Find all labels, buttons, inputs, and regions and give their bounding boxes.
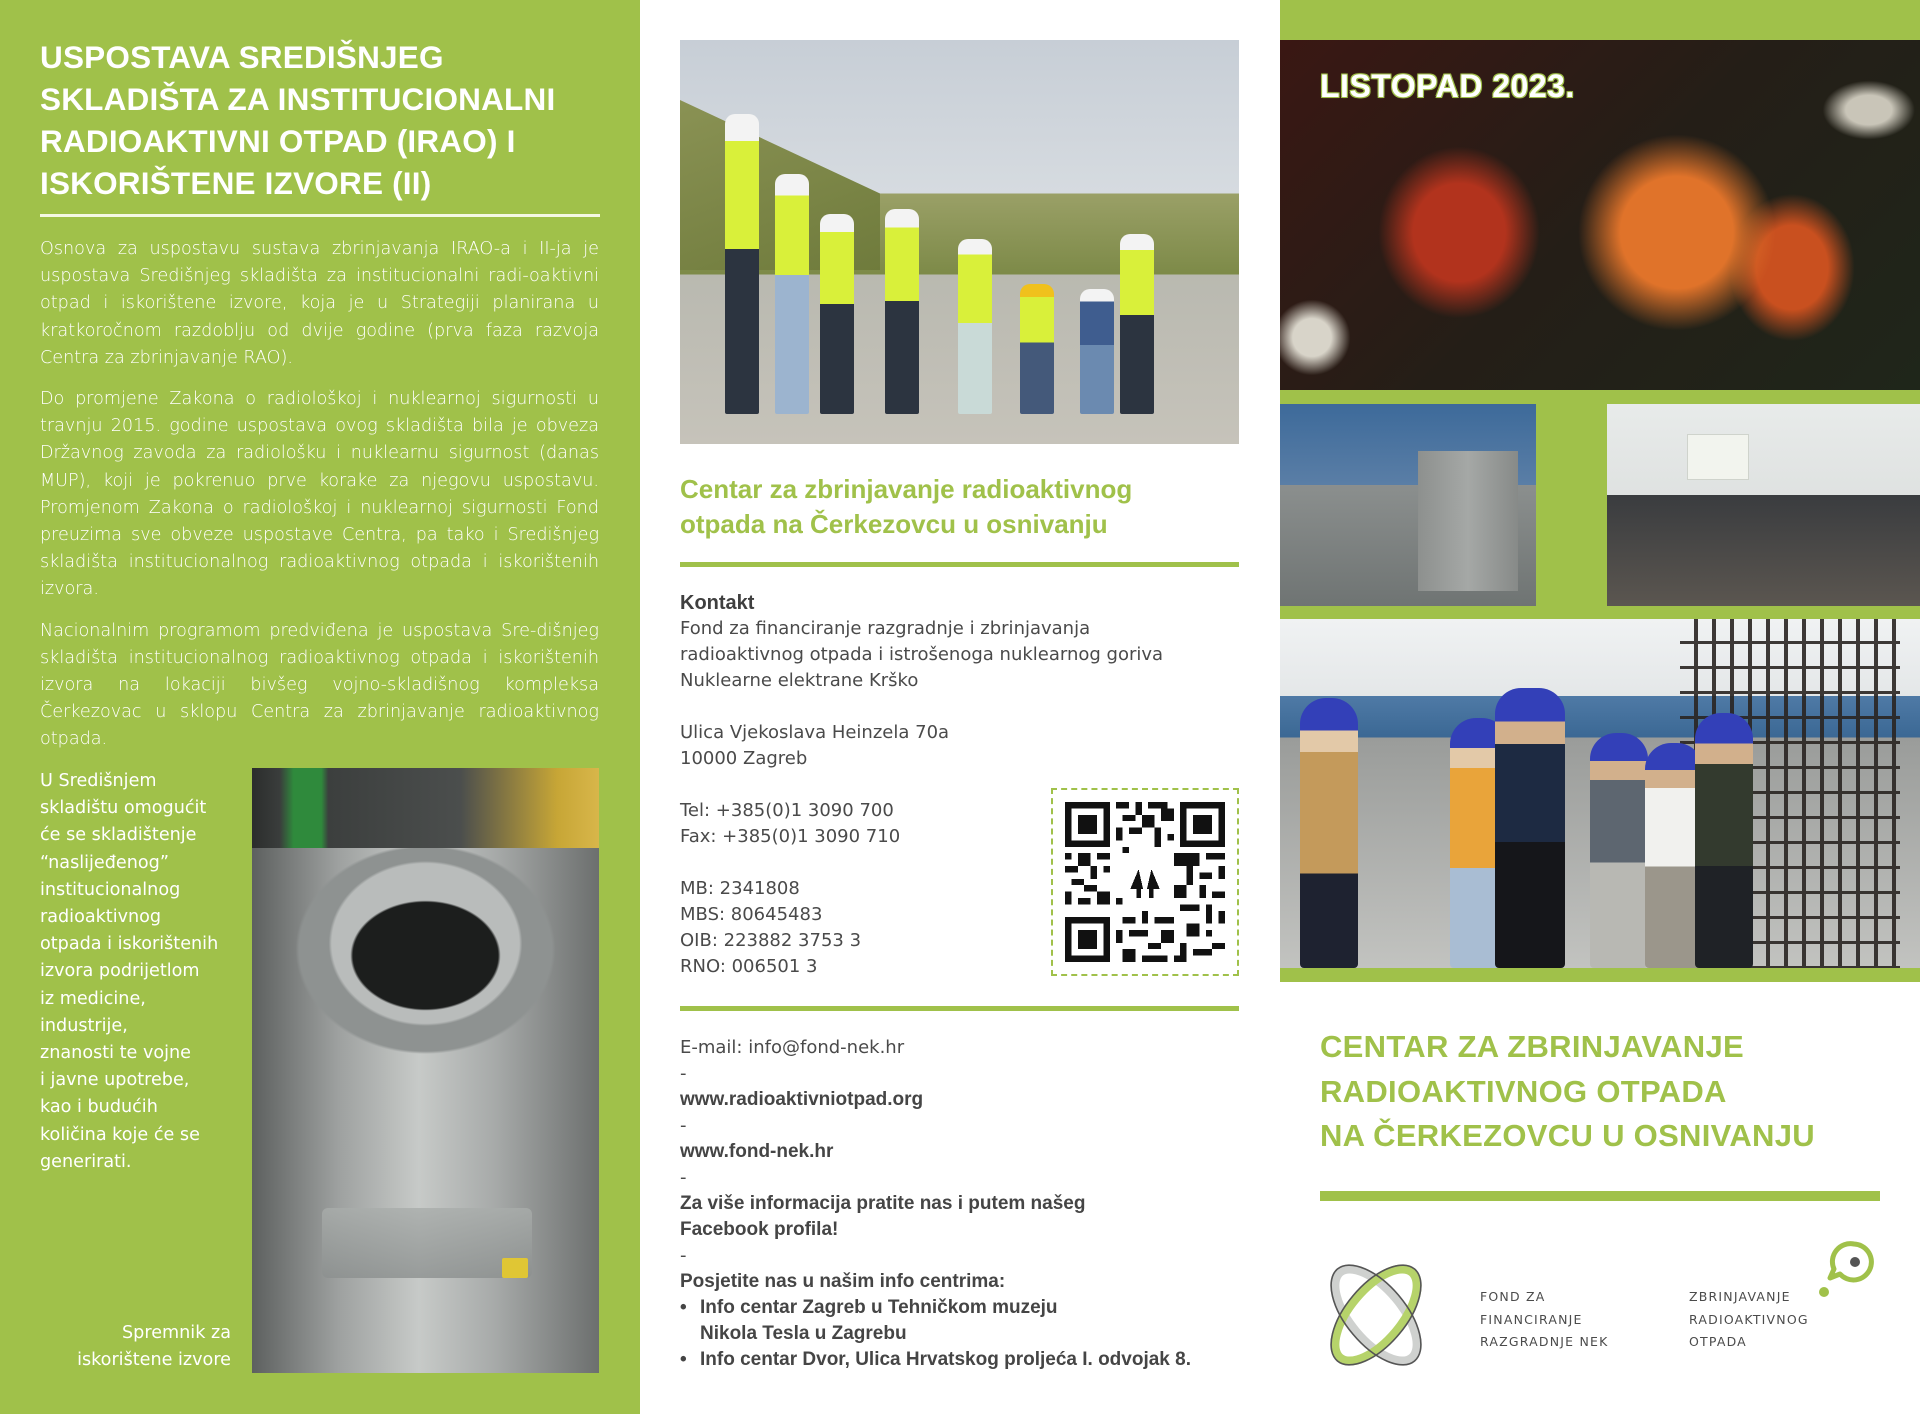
info-centers-title: Posjetite nas u našim info centrima: — [680, 1271, 1006, 1292]
middle-divider — [680, 1006, 1239, 1011]
left-title-line: SKLADIŠTA ZA INSTITUCIONALNI — [40, 81, 556, 117]
left-title-line: USPOSTAVA SREDIŠNJEG — [40, 39, 444, 75]
info-center-line: • Info centar Dvor, Ulica Hrvatskog proljeća I. odvojak 8. — [700, 1349, 1191, 1370]
left-title-line: RADIOAKTIVNI OTPAD (IRAO) I — [40, 123, 516, 159]
heading-line: Centar za zbrinjavanje radioaktivnog — [680, 474, 1133, 504]
photo-person — [1020, 284, 1054, 414]
side-text-line: “naslijeđenog” — [40, 852, 169, 873]
canister-photo-background — [252, 768, 599, 848]
side-text — [40, 768, 240, 1176]
paragraph: Osnova za uspostavu sustava zbrinjavanja IRAO-a i II-ja je uspostava Središnjeg skladišta za institucionalni radi-oaktivni otpad i iskorištene izvore, koja je u Strategiji planirana u kratkoročnom razdoblju od dvije godine (prva faza razvoja Centra za zbrinjavanje RAO). — [40, 239, 599, 368]
contact-id-line: OIB: 223882 3753 3 — [680, 930, 862, 951]
website-link-radioaktivniotpad[interactable]: www.radioaktivniotpad.org — [680, 1089, 924, 1110]
contact-phone[interactable]: Tel: +385(0)1 3090 700 — [680, 800, 894, 821]
logo-text-line: ZBRINJAVANJE — [1689, 1289, 1791, 1304]
left-title — [40, 36, 610, 204]
canister-caption — [40, 1320, 231, 1374]
lecture-photo — [1607, 404, 1920, 606]
heading-line: NA ČERKEZOVCU U OSNIVANJU — [1320, 1118, 1815, 1153]
logo-text-line: RADIOAKTIVNOG — [1689, 1311, 1809, 1327]
separator: - — [680, 1115, 687, 1136]
qr-code-graphic — [1065, 802, 1225, 962]
middle-heading — [680, 472, 1240, 542]
speech-bubble-logo-icon — [1818, 1240, 1874, 1300]
qr-code-icon[interactable] — [1051, 788, 1239, 976]
side-text-line: generirati. — [40, 1151, 132, 1172]
logo-text-line: OTPADA — [1689, 1334, 1747, 1349]
canister-label-plate — [322, 1208, 532, 1278]
radiation-warning-icon — [502, 1258, 528, 1278]
side-text-line: kao i budućih — [40, 1097, 158, 1118]
contact-org-line: radioaktivnog otpada i istrošenoga nuklearnog goriva — [680, 644, 1164, 665]
photo-person — [1695, 713, 1753, 968]
concrete-block — [1418, 451, 1518, 591]
photo-person — [1495, 688, 1565, 968]
zbrinjavanje-logo-text — [1689, 1286, 1809, 1354]
info-center-item — [680, 1347, 1260, 1373]
side-text-line: znanosti te vojne — [40, 1043, 191, 1064]
email-link[interactable]: E-mail: info@fond-nek.hr — [680, 1037, 905, 1058]
side-text-line: iz medicine, — [40, 988, 146, 1009]
logo-text-line: RAZGRADNJE NEK — [1480, 1334, 1609, 1349]
facebook-text: Facebook profila! — [680, 1219, 839, 1240]
photo-person — [958, 239, 992, 414]
links-block — [680, 1035, 1260, 1373]
paragraph: Do promjene Zakona o radiološkoj i nuklearnoj sigurnosti u travnju 2015. godine uspostava ovog skladišta bila je obveza Državnog zavoda za radiološku i nuklearnu sigurnost (danas MUP), koji je pokrenuo prve korake za njegovu uspostavu. Promjenom Zakona o radiološkoj i nuklearnoj sigurnosti Fond preuzima sve obveze uspostave Centra, pa tako i Središnjeg skladišta institucionalnog radioaktivnog otpada i iskorištenih izvora. — [40, 389, 599, 600]
side-text-line: institucionalnog — [40, 879, 181, 900]
workshop-photo — [1280, 619, 1920, 968]
left-panel — [0, 0, 640, 1414]
side-text-line: izvora podrijetlom — [40, 961, 200, 982]
info-center-item — [680, 1295, 1260, 1347]
info-centers-list — [680, 1295, 1260, 1373]
info-center-line: • Info centar Zagreb u Tehničkom muzeju — [700, 1297, 1058, 1318]
contact-title: Kontakt — [680, 592, 755, 614]
contact-fax: Fax: +385(0)1 3090 710 — [680, 826, 901, 847]
autumn-leaves-photo — [1280, 40, 1920, 390]
right-heading — [1320, 1025, 1900, 1159]
side-text-line: će se skladištenje — [40, 825, 197, 846]
logo-text-line: FINANCIRANJE — [1480, 1311, 1583, 1327]
spacer — [680, 694, 1240, 720]
contact-org-line: Fond za financiranje razgradnje i zbrinjavanja — [680, 618, 1091, 639]
caption-line: iskorištene izvore — [77, 1350, 231, 1371]
side-text-line: skladištu omogućit — [40, 798, 207, 819]
issue-date: LISTOPAD 2023. — [1320, 68, 1575, 104]
contact-address-line: 10000 Zagreb — [680, 748, 808, 769]
photo-person — [820, 214, 854, 414]
site-visit-photo — [680, 40, 1239, 444]
contact-address-line: Ulica Vjekoslava Heinzela 70a — [680, 722, 950, 743]
photo-person — [1120, 234, 1154, 414]
middle-divider — [680, 562, 1239, 567]
side-text-line: industrije, — [40, 1015, 128, 1036]
caption-line: Spremnik za — [122, 1323, 231, 1343]
logo-text-line: FOND ZA — [1480, 1289, 1546, 1304]
side-text-line: otpada i iskorištenih — [40, 934, 219, 955]
contact-org-line: Nuklearne elektrane Krško — [680, 670, 919, 691]
projection-screen — [1687, 434, 1749, 480]
canister-photo — [252, 768, 599, 1373]
separator: - — [680, 1245, 687, 1266]
heading-line: otpada na Čerkezovcu u osnivanju — [680, 509, 1108, 539]
photo-person — [885, 209, 919, 414]
separator: - — [680, 1167, 687, 1188]
left-body — [40, 236, 599, 768]
website-link-fond-nek[interactable]: www.fond-nek.hr — [680, 1141, 834, 1162]
photo-person — [775, 174, 809, 414]
contact-id-line: MB: 2341808 — [680, 878, 800, 899]
facebook-text: Za više informacija pratite nas i putem našeg — [680, 1193, 1086, 1214]
right-panel — [1280, 0, 1920, 1414]
right-divider — [1320, 1191, 1880, 1201]
separator: - — [680, 1063, 687, 1084]
contact-id-line: MBS: 80645483 — [680, 904, 823, 925]
contact-id-line: RNO: 006501 3 — [680, 956, 818, 977]
info-center-line: Nikola Tesla u Zagrebu — [700, 1323, 907, 1344]
side-text-line: količina koje će se — [40, 1124, 200, 1145]
paragraph: Nacionalnim programom predviđena je uspostava Sre-dišnjeg skladišta institucionalnog radioaktivnog otpada i iskorištenih izvora na lokaciji bivšeg vojno-skladišnog kompleksa Čerkezovac u sklopu Centra za zbrinjavanje radioaktivnog otpada. — [40, 620, 599, 750]
heading-line: CENTAR ZA ZBRINJAVANJE — [1320, 1029, 1744, 1064]
photo-person — [725, 114, 759, 414]
side-text-line: i javne upotrebe, — [40, 1070, 190, 1091]
photo-person — [1300, 698, 1358, 968]
photo-person — [1590, 733, 1648, 968]
side-text-line: radioaktivnog — [40, 907, 162, 928]
fond-nek-logo-icon — [1316, 1255, 1436, 1375]
concrete-block-photo — [1280, 404, 1536, 606]
left-title-divider — [40, 214, 600, 217]
middle-panel — [640, 0, 1280, 1414]
heading-line: RADIOAKTIVNOG OTPADA — [1320, 1073, 1727, 1109]
side-text-line: U Središnjem — [40, 771, 157, 791]
photo-person — [1080, 289, 1114, 414]
left-title-line: ISKORIŠTENE IZVORE (II) — [40, 165, 432, 201]
fond-nek-logo-text — [1480, 1286, 1609, 1354]
